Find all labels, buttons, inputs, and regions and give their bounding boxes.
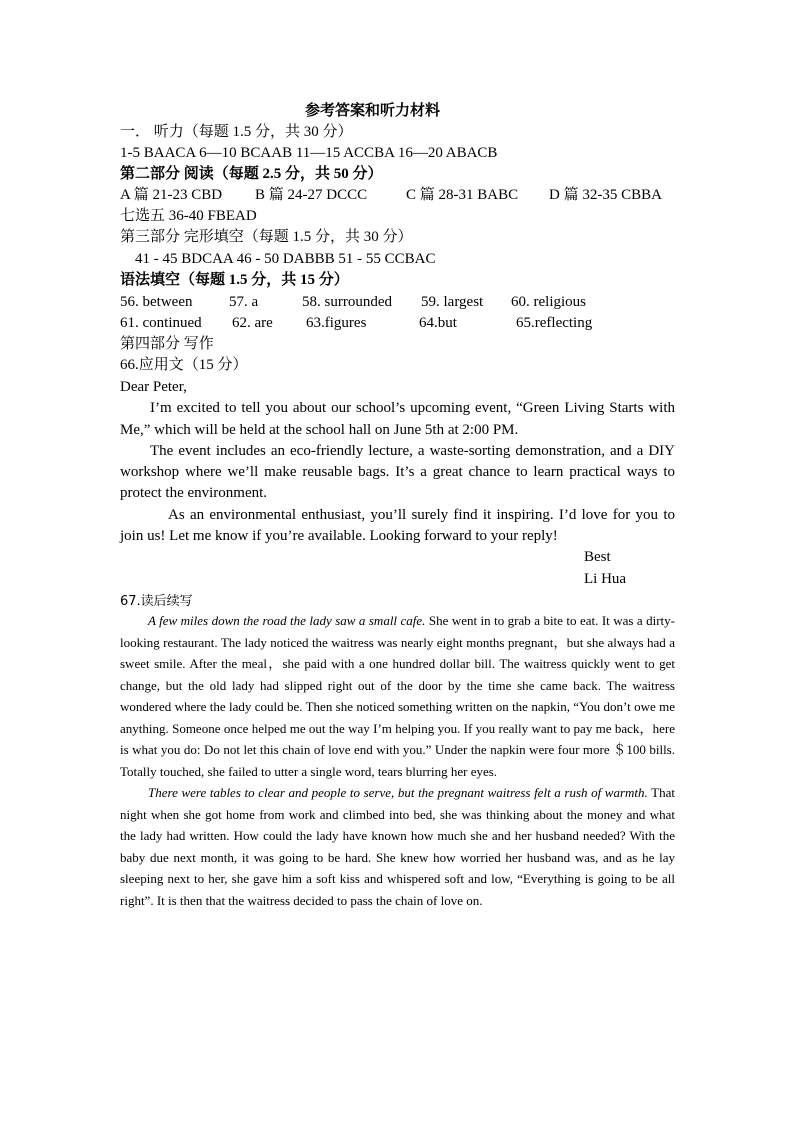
grammar-answer-64: 64.but (419, 315, 457, 331)
story-paragraph-1-body: She went in to grab a bite to eat. It was a dirty-looking restaurant. The lady noticed the waitress was nearly eight months pregnant，but she always had a sweet smile. After the meal，she paid with a one hundred dollar bill. The waitress quickly went to get change, but the old lady had slipped right out of the door by the time she came back. The waitress wondered where the lady could be. Then she noticed something written on the napkin, “You don’t owe me anything. Someone once helped me out the way I’m helping you. If you really want to pay me back，here is what you do: Do not let this chain of love end with you.” Under the napkin were four more ＄100 bills. Totally touched, she failed to utter a single word, tears blurring her eyes. (120, 613, 675, 779)
grammar-answer-57: 57. a (229, 294, 259, 310)
grammar-answer-56: 56. between (120, 294, 193, 310)
passage-b-answers: B 篇 24-27 DCCC (255, 187, 368, 203)
sample-letter (120, 377, 675, 590)
grammar-answer-62: 62. are (232, 315, 273, 331)
story-paragraph-2-lead: There were tables to clear and people to serve, but the pregnant waitress felt a rush of warmth. (148, 785, 648, 800)
letter-paragraph-2: The event includes an eco-friendly lecture, a waste-sorting demonstration, and a DIY workshop where we’ll make reusable bags. It’s a great chance to learn practical ways to protect the environment. (120, 442, 675, 502)
story-paragraph-2 (120, 782, 675, 911)
question-66-label: 66.应用文（15 分） (120, 357, 248, 373)
part3-heading: 第三部分 完形填空（每题 1.5 分，共 30 分） (120, 229, 413, 245)
passage-a-answers: A 篇 21-23 CBD (120, 187, 223, 203)
story-paragraph-2-body: That night when she got home from work and climbed into bed, she was thinking about the money and what the lady had written. How could the lady have known how much she and her husband needed? With the baby due next month, it was going to be hard. She knew how worried her husband was, and as he lay sleeping next to her, she gave him a soft kiss and whispered soft and low, “Everything is going to be all right”. It is then that the waitress decided to pass the chain of love on. (120, 785, 675, 908)
passage-c-answers: C 篇 28-31 BABC (406, 187, 519, 203)
continuation-story (120, 610, 675, 911)
seven-choose-five-answers: 七选五 36-40 FBEAD (120, 208, 257, 224)
letter-closing: Best (584, 549, 611, 566)
grammar-answer-58: 58. surrounded (302, 294, 392, 310)
grammar-answer-63: 63.figures (306, 315, 367, 331)
letter-greeting: Dear Peter, (120, 379, 187, 395)
grammar-answer-59: 59. largest (421, 294, 484, 310)
part4-heading: 第四部分 写作 (120, 336, 214, 352)
question-67-label: 67.读后续写 (120, 594, 193, 609)
grammar-answer-61: 61. continued (120, 315, 202, 331)
grammar-answer-60: 60. religious (511, 294, 586, 310)
part2-heading: 第二部分 阅读（每题 2.5 分，共 50 分） (120, 166, 383, 182)
letter-signature: Li Hua (584, 570, 627, 587)
part1-answers: 1-5 BAACA 6—10 BCAAB 11—15 ACCBA 16—20 ABACB (120, 145, 498, 161)
grammar-heading: 语法填空（每题 1.5 分，共 15 分） (120, 272, 349, 288)
letter-paragraph-3: As an environmental enthusiast, you’ll surely find it inspiring. I’d love for you to join us! Let me know if you’re available. Looking forward to your reply! (120, 506, 675, 545)
page-title: 参考答案和听力材料 (305, 103, 441, 119)
letter-paragraph-1: I’m excited to tell you about our school’s upcoming event, “Green Living Starts with Me,” which will be held at the school hall on June 5th at 2:00 PM. (120, 400, 675, 438)
story-paragraph-1 (120, 610, 675, 782)
story-paragraph-1-lead: A few miles down the road the lady saw a small cafe. (148, 613, 426, 628)
passage-d-answers: D 篇 32-35 CBBA (549, 187, 662, 203)
part3-cloze-answers: 41 - 45 BDCAA 46 - 50 DABBB 51 - 55 CCBAC (135, 251, 436, 267)
grammar-answer-65: 65.reflecting (516, 315, 593, 331)
part1-heading: 一． 听力（每题 1.5 分，共 30 分） (120, 124, 353, 140)
